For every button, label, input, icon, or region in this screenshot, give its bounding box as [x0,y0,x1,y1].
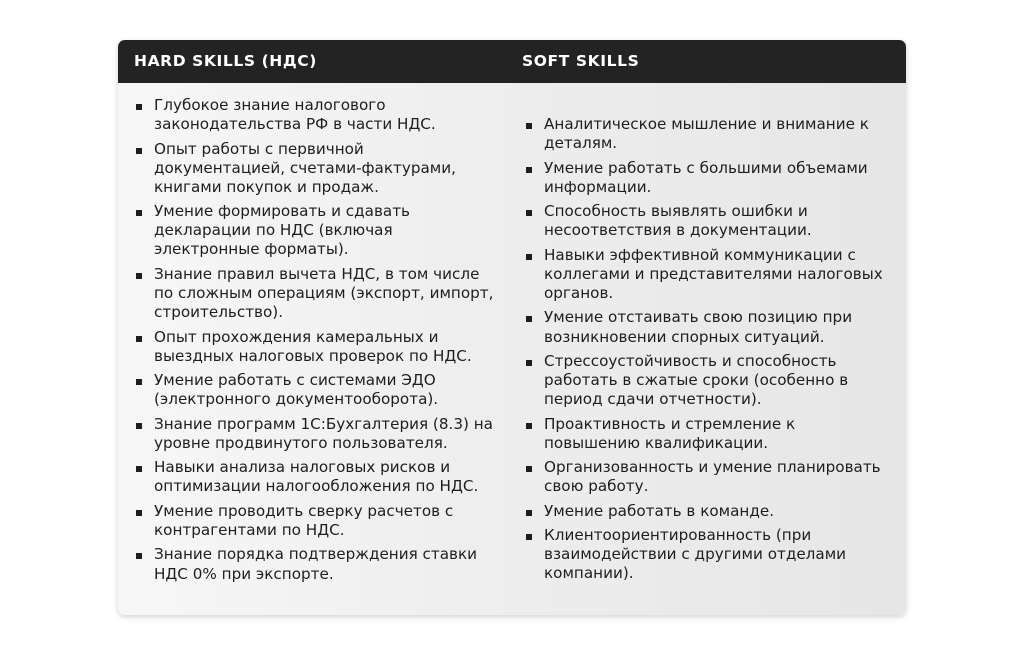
skills-table [118,40,906,615]
table-header [118,40,906,83]
list-item: Способность выявлять ошибки и несоответствия в документации. [524,202,884,240]
list-item: Знание порядка подтверждения ставки НДС 0% при экспорте. [134,545,494,583]
list-item: Умение работать с системами ЭДО (электронного документооборота). [134,371,494,409]
list-item: Опыт работы с первичной документацией, счетами-фактурами, книгами покупок и продаж. [134,140,494,197]
list-item: Умение отстаивать свою позицию при возникновении спорных ситуаций. [524,308,884,346]
list-item: Организованность и умение планировать свою работу. [524,458,884,496]
soft-skills-list [524,115,884,589]
hard-skills-list [134,96,494,589]
list-item: Проактивность и стремление к повышению квалификации. [524,415,884,453]
list-item: Умение работать с большими объемами информации. [524,159,884,197]
list-item: Навыки эффективной коммуникации с коллегами и представителями налоговых органов. [524,246,884,303]
list-item: Опыт прохождения камеральных и выездных налоговых проверок по НДС. [134,328,494,366]
list-item: Умение формировать и сдавать декларации по НДС (включая электронные форматы). [134,202,494,259]
list-item: Стрессоустойчивость и способность работать в сжатые сроки (особенно в период сдачи отчетности). [524,352,884,409]
list-item: Умение работать в команде. [524,502,884,521]
list-item: Умение проводить сверку расчетов с контрагентами по НДС. [134,502,494,540]
list-item: Знание правил вычета НДС, в том числе по сложным операциям (экспорт, импорт, строительство). [134,265,494,322]
soft-skills-header: SOFT SKILLS [522,52,640,70]
list-item: Аналитическое мышление и внимание к деталям. [524,115,884,153]
hard-skills-header: HARD SKILLS (НДС) [134,52,317,70]
list-item: Глубокое знание налогового законодательства РФ в части НДС. [134,96,494,134]
list-item: Знание программ 1С:Бухгалтерия (8.3) на уровне продвинутого пользователя. [134,415,494,453]
list-item: Навыки анализа налоговых рисков и оптимизации налогообложения по НДС. [134,458,494,496]
list-item: Клиентоориентированность (при взаимодействии с другими отделами компании). [524,526,884,583]
